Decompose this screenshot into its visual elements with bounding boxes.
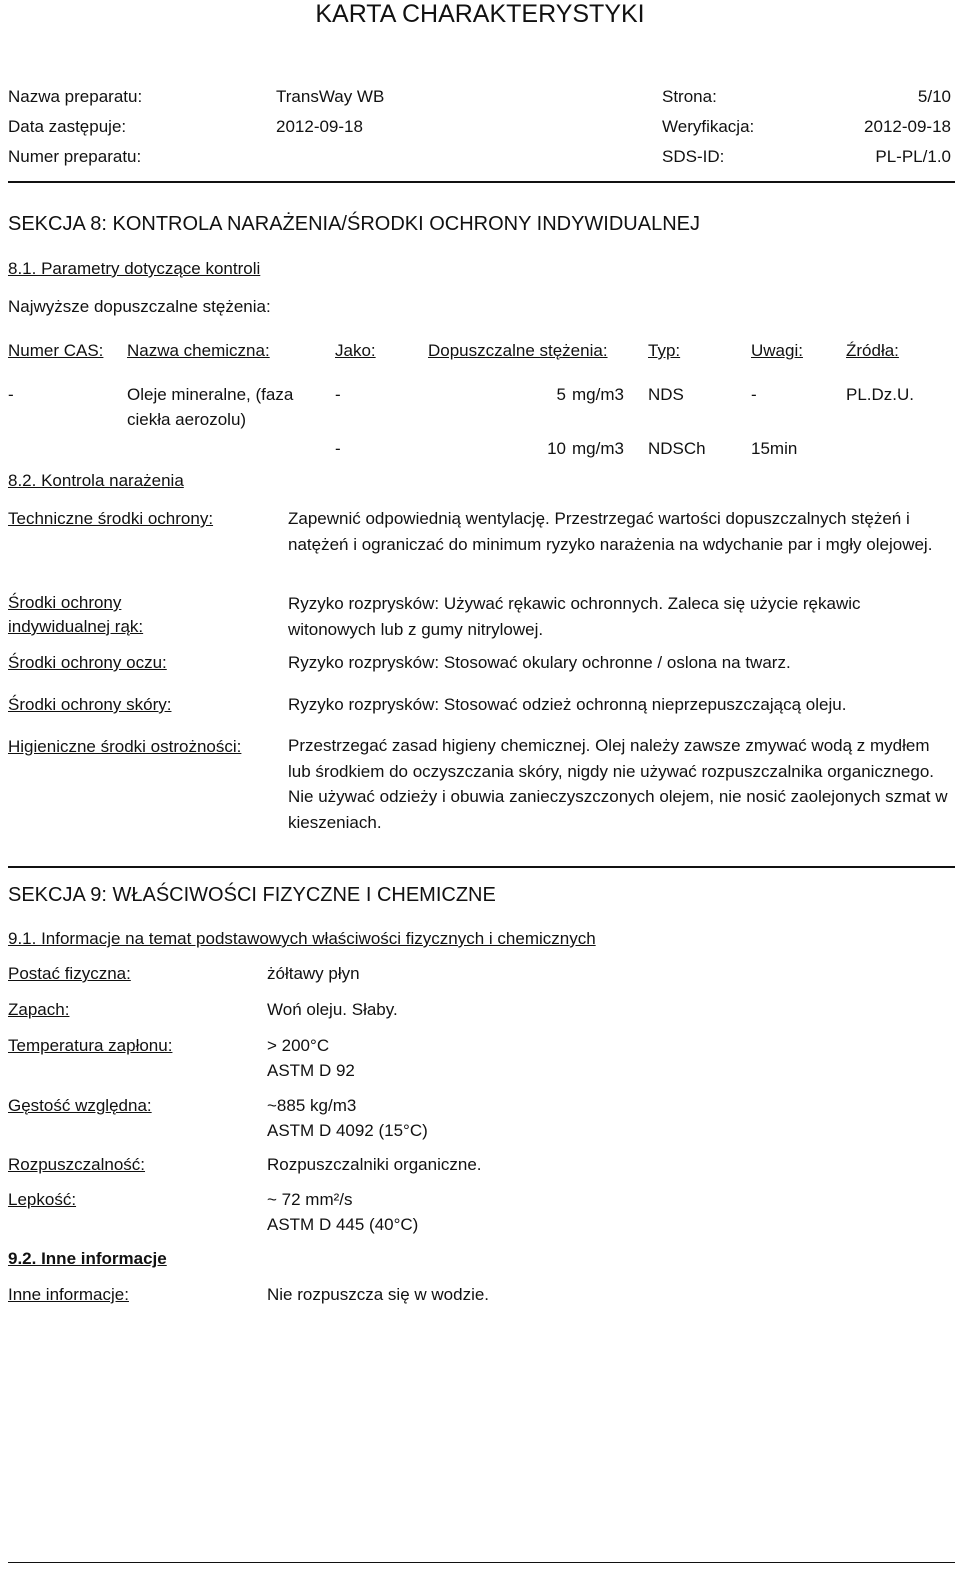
- label-odor: Zapach:: [8, 1000, 70, 1019]
- cell-notes-row2: 15min: [751, 439, 798, 458]
- label-hand-protection-line1: Środki ochrony: [8, 593, 122, 612]
- col-header-notes: Uwagi:: [751, 341, 803, 360]
- footer-divider: [8, 1562, 955, 1563]
- cell-unit-row2: mg/m3: [572, 439, 624, 458]
- cell-as-row1: -: [335, 385, 341, 404]
- cell-cas: -: [8, 385, 14, 404]
- section-8-title: SEKCJA 8: KONTROLA NARAŻENIA/ŚRODKI OCHRONY INDYWIDUALNEJ: [8, 213, 700, 235]
- label-solubility: Rozpuszczalność:: [8, 1155, 146, 1174]
- section-9-1-heading: 9.1. Informacje na temat podstawowych właściwości fizycznych i chemicznych: [8, 929, 596, 948]
- header-value-page: 5/10: [917, 87, 951, 106]
- value-viscosity: ~ 72 mm²/s: [267, 1190, 353, 1209]
- value-odor: Woń oleju. Słaby.: [267, 1000, 398, 1019]
- label-hygiene-measures: Higieniczne środki ostrożności:: [8, 737, 242, 756]
- header-value-replaces-date: 2012-09-18: [276, 117, 363, 136]
- header-label-replaces-date: Data zastępuje:: [8, 117, 127, 136]
- header-label-sds-id: SDS-ID:: [662, 147, 725, 166]
- cell-chemical-line2: ciekła aerozolu): [127, 410, 247, 429]
- text-hygiene-measures: Przestrzegać zasad higieny chemicznej. Olej należy zawsze zmywać wodą z mydłem lub środkiem do oczyszczania skóry, nigdy nie używać rozpuszczalnika organicznego. Nie używać odzieży i obuwia zanieczyszczonych olejem, nie nosić zaolejonych szmat w kieszeniach.: [288, 736, 948, 832]
- header-value-sds-id: PL-PL/1.0: [875, 147, 951, 166]
- cell-chemical-line1: Oleje mineralne, (faza: [127, 385, 294, 404]
- label-technical-measures: Techniczne środki ochrony:: [8, 509, 214, 528]
- text-hand-protection: Ryzyko rozprysków: Używać rękawic ochronnych. Zaleca się użycie rękawic witonowych lub z gumy nitrylowej.: [288, 594, 861, 639]
- col-header-as: Jako:: [335, 341, 376, 360]
- header-label-verification: Weryfikacja:: [662, 117, 755, 136]
- cell-value-row2: 10: [547, 439, 566, 458]
- label-eye-protection: Środki ochrony oczu:: [8, 653, 167, 672]
- section-9-title: SEKCJA 9: WŁAŚCIWOŚCI FIZYCZNE I CHEMICZNE: [8, 884, 496, 906]
- label-other-information: Inne informacje:: [8, 1285, 129, 1304]
- cell-type-row2: NDSCh: [648, 439, 706, 458]
- col-header-sources: Źródła:: [846, 341, 899, 360]
- header-value-product-name: TransWay WB: [276, 87, 385, 106]
- cell-notes-row1: -: [751, 385, 757, 404]
- section-8-1-heading: 8.1. Parametry dotyczące kontroli: [8, 259, 261, 278]
- method-viscosity: ASTM D 445 (40°C): [267, 1215, 419, 1234]
- value-flash-point: > 200°C: [267, 1036, 330, 1055]
- label-viscosity: Lepkość:: [8, 1190, 77, 1209]
- col-header-type: Typ:: [648, 341, 681, 360]
- exposure-limits-label: Najwyższe dopuszczalne stężenia:: [8, 297, 271, 316]
- value-relative-density: ~885 kg/m3: [267, 1096, 357, 1115]
- cell-as-row2: -: [335, 439, 341, 458]
- label-physical-state: Postać fizyczna:: [8, 964, 131, 983]
- col-header-cas: Numer CAS:: [8, 341, 104, 360]
- section-divider: [8, 866, 955, 868]
- cell-value-row1: 5: [556, 385, 566, 404]
- value-physical-state: żółtawy płyn: [267, 964, 360, 983]
- text-skin-protection: Ryzyko rozprysków: Stosować odzież ochronną nieprzepuszczającą oleju.: [288, 695, 847, 714]
- section-9-2-heading: 9.2. Inne informacje: [8, 1249, 167, 1268]
- value-solubility: Rozpuszczalniki organiczne.: [267, 1155, 482, 1174]
- col-header-limit: Dopuszczalne stężenia:: [428, 341, 608, 360]
- cell-unit-row1: mg/m3: [572, 385, 624, 404]
- label-hand-protection-line2: indywidualnej rąk:: [8, 617, 144, 636]
- cell-type-row1: NDS: [648, 385, 684, 404]
- method-flash-point: ASTM D 92: [267, 1061, 355, 1080]
- label-flash-point: Temperatura zapłonu:: [8, 1036, 173, 1055]
- label-relative-density: Gęstość względna:: [8, 1096, 152, 1115]
- text-eye-protection: Ryzyko rozprysków: Stosować okulary ochronne / oslona na twarz.: [288, 653, 791, 672]
- label-skin-protection: Środki ochrony skóry:: [8, 695, 172, 714]
- header-label-product-number: Numer preparatu:: [8, 147, 142, 166]
- document-title: KARTA CHARAKTERYSTYKI: [315, 0, 645, 28]
- header-label-page: Strona:: [662, 87, 717, 106]
- section-8-2-heading: 8.2. Kontrola narażenia: [8, 471, 184, 490]
- method-relative-density: ASTM D 4092 (15°C): [267, 1121, 428, 1140]
- header-label-product-name: Nazwa preparatu:: [8, 87, 143, 106]
- value-other-information: Nie rozpuszcza się w wodzie.: [267, 1285, 490, 1304]
- cell-source-row1: PL.Dz.U.: [846, 385, 915, 404]
- header-value-verification: 2012-09-18: [864, 117, 951, 136]
- text-technical-measures: Zapewnić odpowiednią wentylację. Przestrzegać wartości dopuszczalnych stężeń i natężeń i ograniczać do minimum ryzyko narażenia na wdychanie par i mgły olejowej.: [288, 509, 933, 554]
- col-header-chemical-name: Nazwa chemiczna:: [127, 341, 270, 360]
- header-divider: [8, 181, 955, 183]
